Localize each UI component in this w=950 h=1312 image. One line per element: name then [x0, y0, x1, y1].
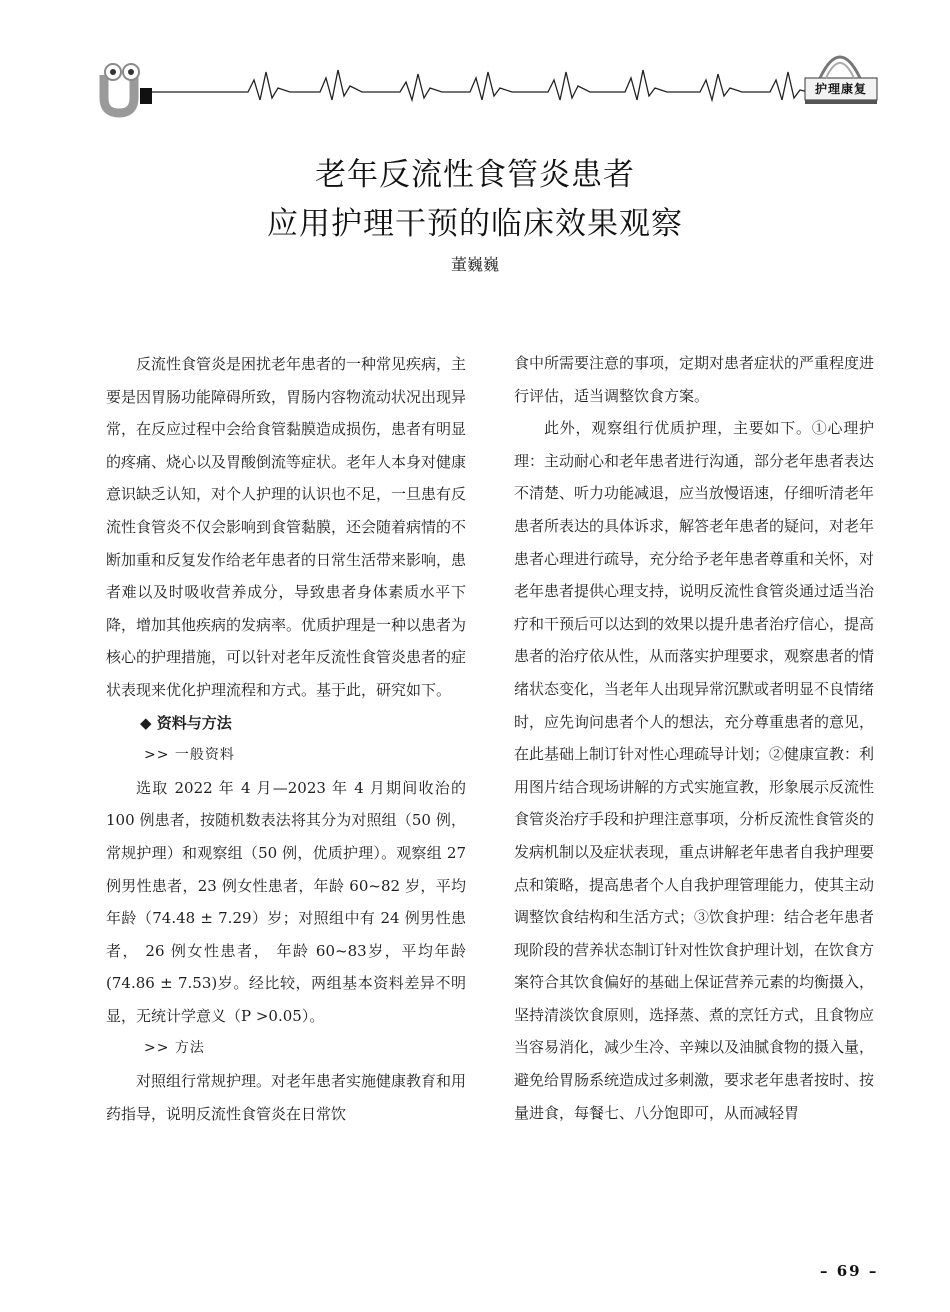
article-title-line-2: 应用护理干预的临床效果观察	[267, 205, 683, 242]
subheading-general-info: >> 一般资料	[144, 747, 235, 764]
intro-paragraph: 反流性食管炎是困扰老年患者的一种常见疾病，主要是因胃肠功能障碍所致，胃肠内容物流动状况出现异常，在反应过程中会给食管黏膜造成损伤，患者有明显的疼痛、烧心以及胃酸倒流等症状。老年人本身对健康意识缺乏认知，对个人护理的认识也不足，一旦患有反流性食管炎不仅会影响到食管黏膜，还会随着病情的不断加重和反复发作给老年患者的日常生活带来影响，患者难以及时吸收营养成分，导致患者身体素质水平下降，增加其他疾病的发病率。优质护理是一种以患者为核心的护理措施，可以针对老年反流性食管炎患者的症状表现来优化护理流程和方式。基于此，研究如下。	[106, 355, 467, 699]
column-badge-label: 护理康复	[814, 82, 867, 96]
article-title-line-1: 老年反流性食管炎患者	[315, 156, 635, 193]
subheading-methods: >> 方法	[144, 1040, 205, 1057]
section-heading-materials-methods: ◆ 资料与方法	[140, 713, 232, 732]
page-number: – 69 –	[820, 1262, 879, 1280]
observation-group-paragraph: 此外，观察组行优质护理，主要如下。①心理护理：主动耐心和老年患者进行沟通，部分老年患者表达不清楚、听力功能减退，应当放慢语速，仔细听清老年患者所表达的具体诉求，解答老年患者的疑问，对老年患者心理进行疏导，充分给予老年患者尊重和关怀，对老年患者提供心理支持，说明反流性食管炎通过适当治疗和干预后可以达到的效果以提升患者治疗信心，提高患者的治疗依从性，从而落实护理要求，观察患者的情绪状态变化，当老年人出现异常沉默或者明显不良情绪时，应先询问患者个人的想法，充分尊重患者的意见，在此基础上制订针对性心理疏导计划；②健康宣教：利用图片结合现场讲解的方式实施宣教，形象展示反流性食管炎治疗手段和护理注意事项，分析反流性食管炎的发病机制以及症状表现，重点讲解老年患者自我护理要点和策略，提高患者个人自我护理管理能力，使其主动调整饮食结构和生活方式；③饮食护理：结合老年患者现阶段的营养状态制订针对性饮食护理计划，在饮食方案符合其饮食偏好的基础上保证营养元素的均衡摄入，坚持清淡饮食原则，选择蒸、煮的烹饪方式，且食物应当容易消化，减少生冷、辛辣以及油腻食物的摄入量，避免给胃肠系统造成过多刺激，要求老年患者按时、按量进食，每餐七、八分饱即可，从而减轻胃	[514, 419, 875, 1122]
left-column	[106, 348, 466, 1130]
header-decoration	[0, 0, 950, 130]
eyes-u-logo-icon	[104, 64, 152, 113]
methods-continuation-paragraph: 食中所需要注意的事项，定期对患者症状的严重程度进行评估，适当调整饮食方案。	[514, 354, 875, 405]
right-column	[514, 347, 874, 1129]
methods-paragraph: 对照组行常规护理。对老年患者实施健康教育和用药指导，说明反流性食管炎在日常饮	[106, 1072, 467, 1123]
general-info-paragraph: 选取 2022 年 4 月—2023 年 4 月期间收治的 100 例患者，按随机数表法将其分为对照组（50 例，常规护理）和观察组（50 例，优质护理）。观察组 27 例男性患者，23 例女性患者，年龄 60~82 岁，平均年龄（74.48 ± 7.29）岁；对照组中有 24 例男性患者， 26 例女性患者， 年龄 60~83岁，平均年龄(74.86 ± 7.53)岁。经比较，两组基本资料差异不明显，无统计学意义（P >0.05）。	[106, 778, 466, 1025]
heartbeat-line	[152, 70, 808, 100]
author-name: 董巍巍	[450, 255, 499, 274]
